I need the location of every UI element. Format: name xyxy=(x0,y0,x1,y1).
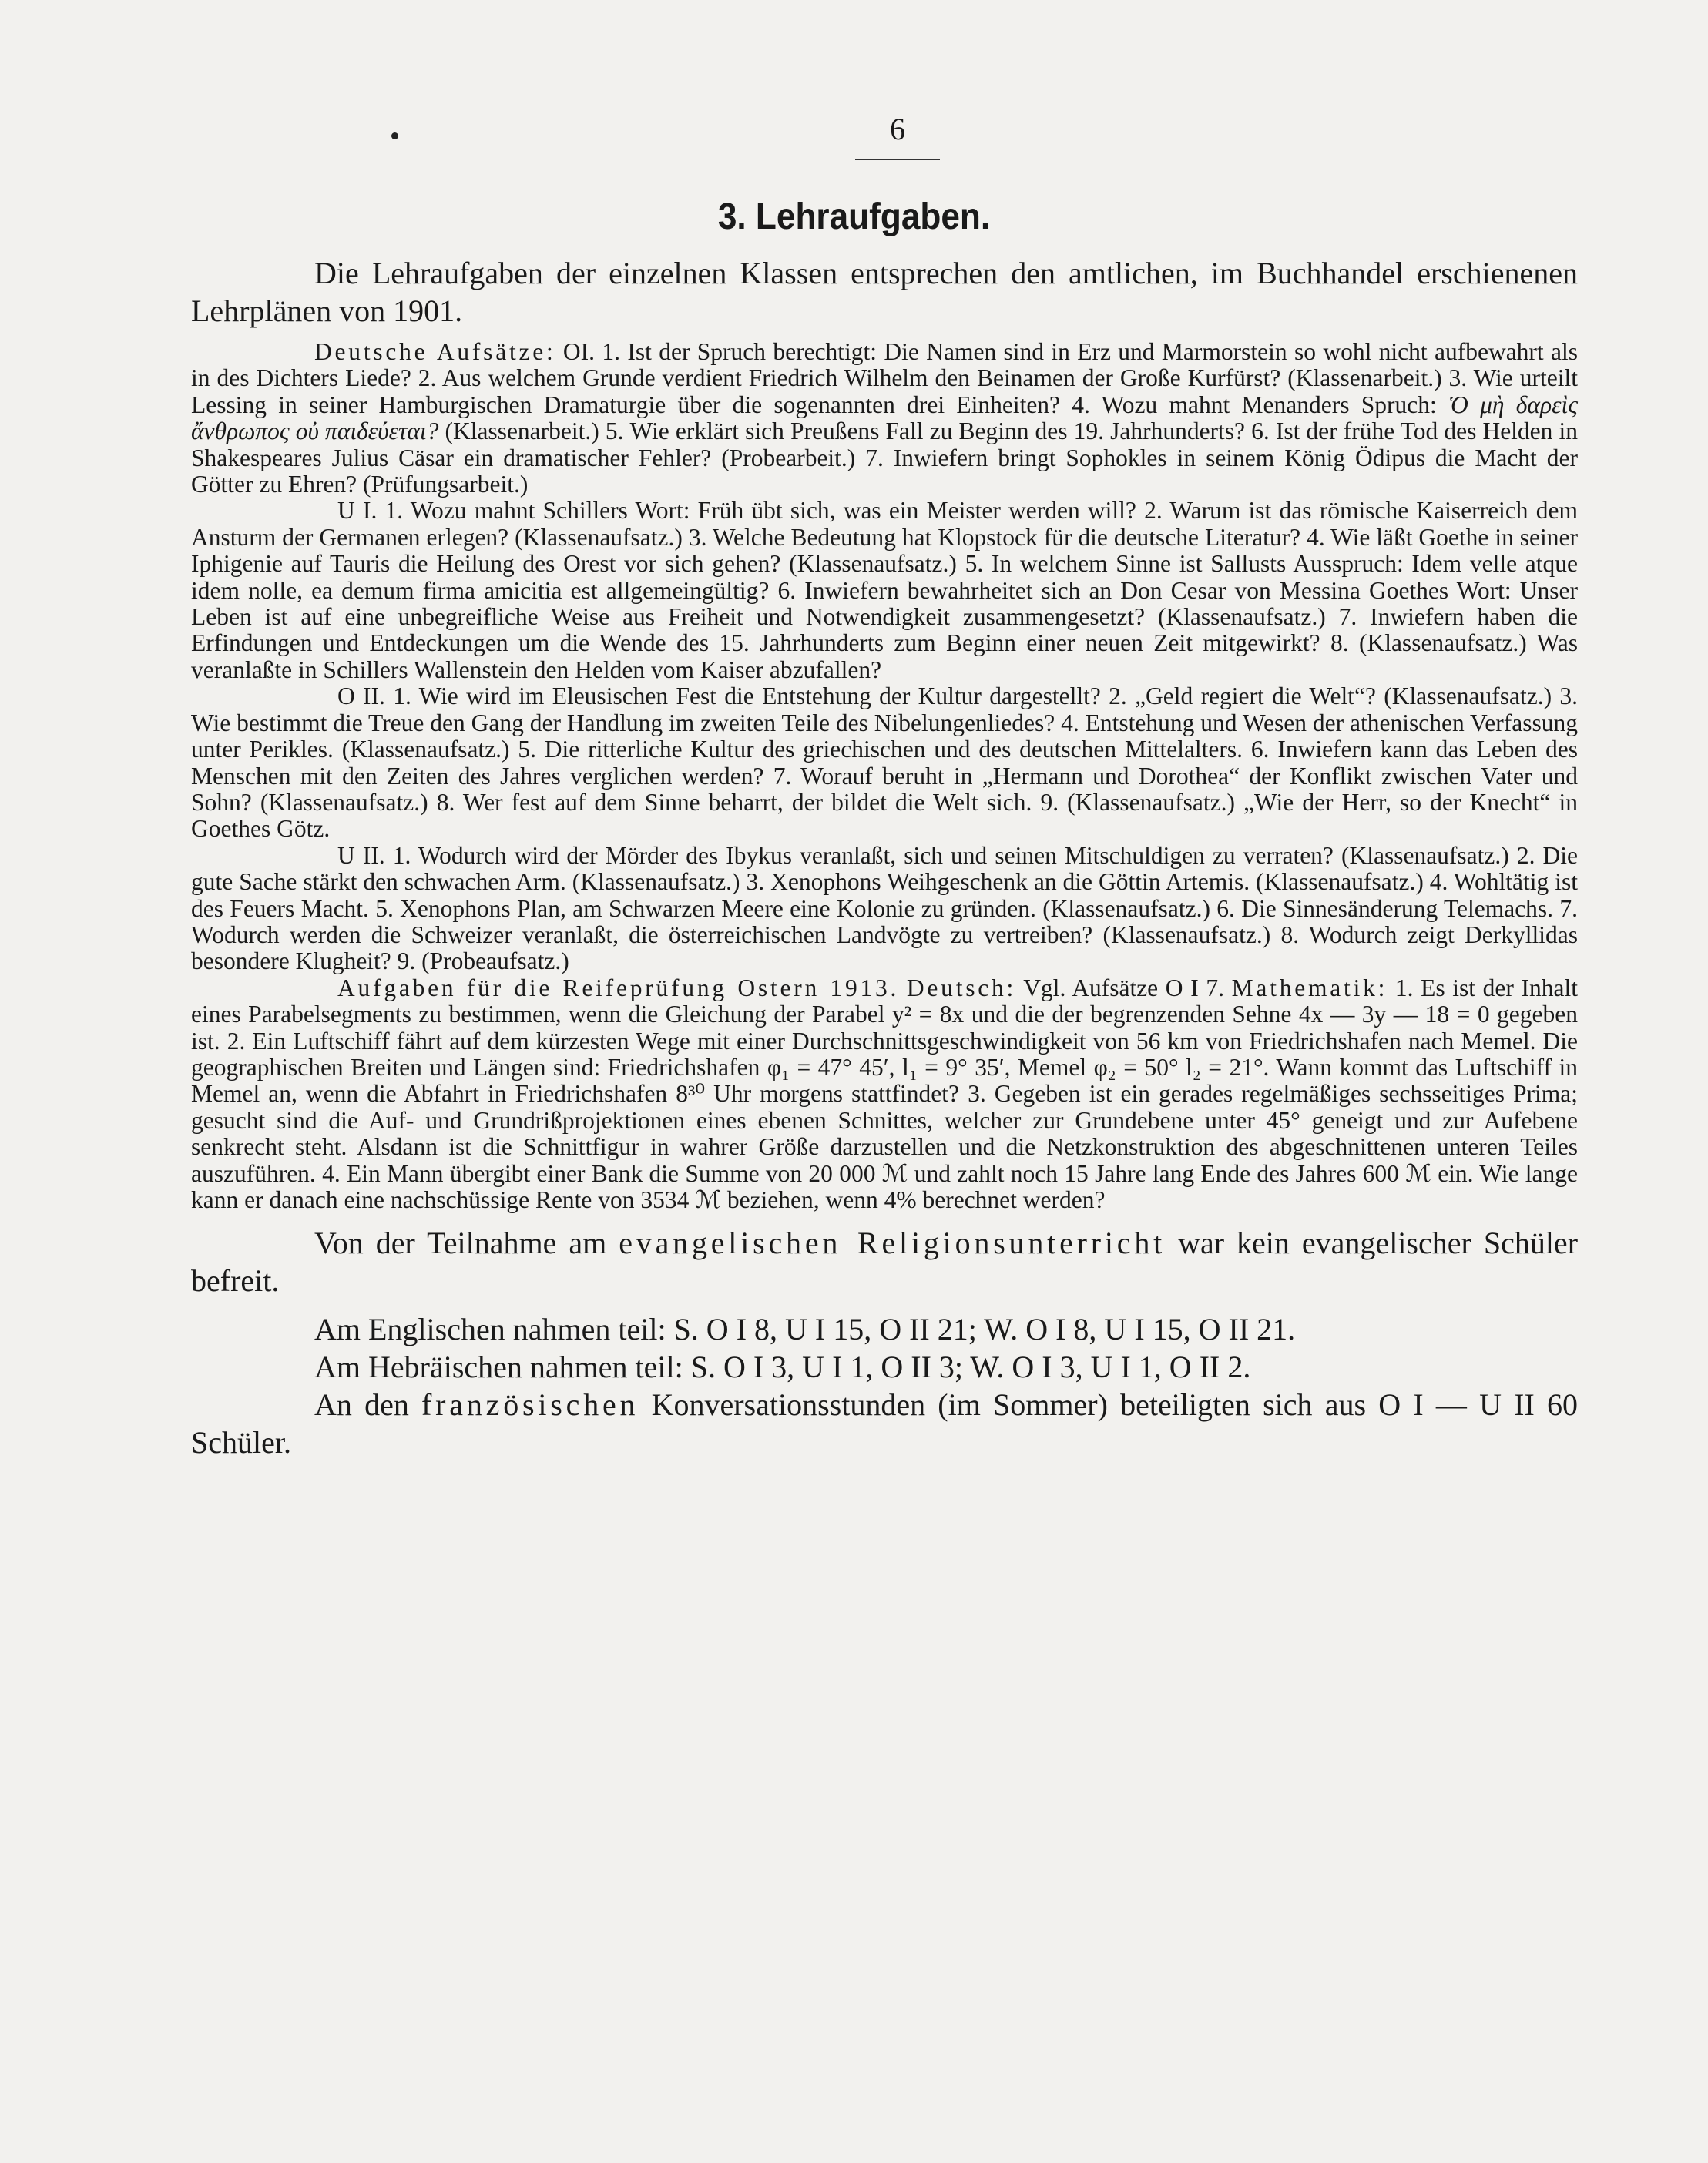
franzoesisch-paragraph xyxy=(191,1386,1578,1461)
intro-paragraph: Die Lehraufgaben der einzelnen Klassen entsprechen den amtlichen, im Buchhandel erschienenen Lehrplänen von 1901. xyxy=(191,256,1578,328)
mathe-label: Mathematik: xyxy=(1231,974,1388,1001)
aufsaetze-heading: Deutsche Aufsätze: xyxy=(314,338,556,365)
deutsch-label: Deutsch: xyxy=(906,974,1017,1001)
document-body xyxy=(191,254,1578,1461)
page-number-rule xyxy=(855,159,940,160)
franz-post: Konversationsstunden (im Sommer) beteiligten sich aus O I — U II 60 Schüler. xyxy=(191,1387,1578,1460)
oi-topics-continued: (Klassenarbeit.) 5. Wie erklärt sich Preußens Fall zu Beginn des 19. Jahrhunderts? 6. Ist der frühe Tod des Helden in Shakespeares Julius Cäsar ein dramatischer Fehler? (Probearbeit.) 7. Inwiefern bringt Sophokles in seinem König Ödipus die Macht der Götter zu Ehren? (Prüfungsarbeit.) xyxy=(191,418,1578,498)
ink-dot xyxy=(391,132,398,139)
religion-pre: Von der Teilnahme am xyxy=(314,1226,607,1261)
reifepruefung-paragraph xyxy=(191,975,1578,1214)
aufsaetze-uii-paragraph: U II. 1. Wodurch wird der Mörder des Ibykus veranlaßt, sich und seinen Mitschuldigen zu verraten? (Klassenaufsatz.) 2. Die gute Sache stärkt den schwachen Arm. (Klassenaufsatz.) 3. Xenophons Weihgeschenk an die Göttin Artemis. (Klassenaufsatz.) 4. Wohltätig ist des Feuers Macht. 5. Xenophons Plan, am Schwarzen Meere eine Kolonie zu gründen. (Klassenaufsatz.) 6. Die Sinnesänderung Telemachs. 7. Wodurch werden die Schweizer veranlaßt, die österreichischen Landvögte zu vertreiben? (Klassenaufsatz.) 8. Wodurch zeigt Derkyllidas besondere Klugheit? 9. (Probeaufsatz.) xyxy=(191,841,1578,975)
religion-post: war kein evangelischer Schüler befreit. xyxy=(191,1226,1579,1299)
mathe-text: 1. Es ist der Inhalt eines Parabelsegments zu bestimmen, wenn die Gleichung der Parabel y² = 8x und die der begrenzenden Sehne 4x — 3y — 18 = 0 gegeben ist. 2. Ein Luftschiff fährt auf dem kürzesten Wege mit einer Durchschnittsgeschwindigkeit von 56 km von Friedrichshafen nach Memel. Die geographischen Breiten und Längen sind: Friedrichshafen φ₁ = 47° 45′, l₁ = 9° 35′, Memel φ₂ = 50° l₂ = 21°. Wann kommt das Luftschiff in Memel an, wenn die Abfahrt in Friedrichshafen 8³⁰ Uhr morgens stattfindet? 3. Gegeben ist ein gerades regelmäßiges sechsseitiges Prima; gesucht sind die Auf- und Grundrißprojektionen eines ebenen Schnittes, welcher zur Grundebene unter 45° geneigt und zur Aufebene senkrecht steht. Alsdann ist die Schnittfigur in wahrer Größe darzustellen und die Netzkonstruktion des abgeschnittenen unteren Teiles auszuführen. 4. Ein Mann übergibt einer Bank die Summe von 20 000 ℳ und zahlt noch 15 Jahre lang Ende des Jahres 600 ℳ ein. Wie lange kann er danach eine nachschüssige Rente von 3534 ℳ beziehen, wenn 4% berechnet werden? xyxy=(191,974,1579,1213)
oi-label: OI. xyxy=(562,338,596,365)
aufsaetze-oi-paragraph xyxy=(191,339,1578,498)
section-title: 3. Lehraufgaben. xyxy=(717,196,991,237)
franz-pre: An den xyxy=(314,1387,409,1423)
page-number: 6 xyxy=(890,112,905,146)
oi-topics: 1. Ist der Spruch berechtigt: Die Namen sind in Erz und Marmorstein so wohl nicht aufbewahrt als in des Dichters Liede? 2. Aus welchem Grunde verdient Friedrich Wilhelm den Beinamen der Große Kurfürst? (Klassenarbeit.) 3. Wie urteilt Lessing in seiner Hamburgischen Dramaturgie über die sogenannten drei Einheiten? 4. Wozu mahnt Menanders Spruch: xyxy=(191,338,1579,418)
menander-quote: Ὁ μὴ δαρεὶς ἄνθρωπος οὐ παιδεύεται? xyxy=(191,391,1579,445)
reife-heading: Aufgaben für die Reifeprüfung Ostern 1913. xyxy=(337,974,900,1001)
aufsaetze-oii-paragraph: O II. 1. Wie wird im Eleusischen Fest die Entstehung der Kultur dargestellt? 2. „Geld regiert die Welt“? (Klassenaufsatz.) 3. Wie bestimmt die Treue den Gang der Handlung im zweiten Teile des Nibelungenliedes? 4. Entstehung und Wesen der athenischen Verfassung unter Perikles. (Klassenaufsatz.) 5. Die ritterliche Kultur des griechischen und des deutschen Mittelalters. 6. Inwiefern kann das Leben des Menschen mit den Zeiten des Jahres verglichen werden? 7. Worauf beruht in „Hermann und Dorothea“ der Konflikt zwischen Vater und Sohn? (Klassenaufsatz.) 8. Wer fest auf dem Sinne beharrt, der bildet die Welt sich. 9. (Klassenaufsatz.) „Wie der Herr, so der Knecht“ in Goethes Götz. xyxy=(191,682,1578,843)
deutsch-text: Vgl. Aufsätze O I 7. xyxy=(1023,974,1224,1001)
aufsaetze-ui-paragraph: U I. 1. Wozu mahnt Schillers Wort: Früh übt sich, was ein Meister werden will? 2. Warum ist das römische Kaiserreich dem Ansturm der Germanen erlegen? (Klassenaufsatz.) 3. Welche Bedeutung hat Klopstock für die deutsche Literatur? 4. Wie läßt Goethe in seiner Iphigenie auf Tauris die Heilung des Orest vor sich gehen? (Klassenaufsatz.) 5. In welchem Sinne ist Sallusts Ausspruch: Idem velle atque idem nolle, ea demum firma amicitia est allgemeingültig? 6. Inwiefern bewahrheitet sich an Don Cesar von Messina Goethes Wort: Unser Leben ist auf eine unbegreifliche Weise aus Freiheit und Notwendigkeit zusammengesetzt? (Klassenaufsatz.) 7. Inwiefern haben die Erfindungen und Entdeckungen um die Wende des 15. Jahrhunderts zum Beginn einer neuen Zeit mitgewirkt? 8. (Klassenaufsatz.) Was veranlaßte in Schillers Wallenstein den Helden vom Kaiser abzufallen? xyxy=(191,497,1578,683)
franz-spaced: französischen xyxy=(421,1387,639,1423)
religion-paragraph xyxy=(191,1224,1578,1299)
hebraeisch-line: Am Hebräischen nahmen teil: S. O I 3, U I 1, O II 3; W. O I 3, U I 1, O II 2. xyxy=(314,1350,1251,1385)
englisch-line: Am Englischen nahmen teil: S. O I 8, U I 15, O II 21; W. O I 8, U I 15, O II 21. xyxy=(314,1312,1296,1347)
religion-spaced: evangelischen Religionsunterricht xyxy=(619,1226,1166,1261)
